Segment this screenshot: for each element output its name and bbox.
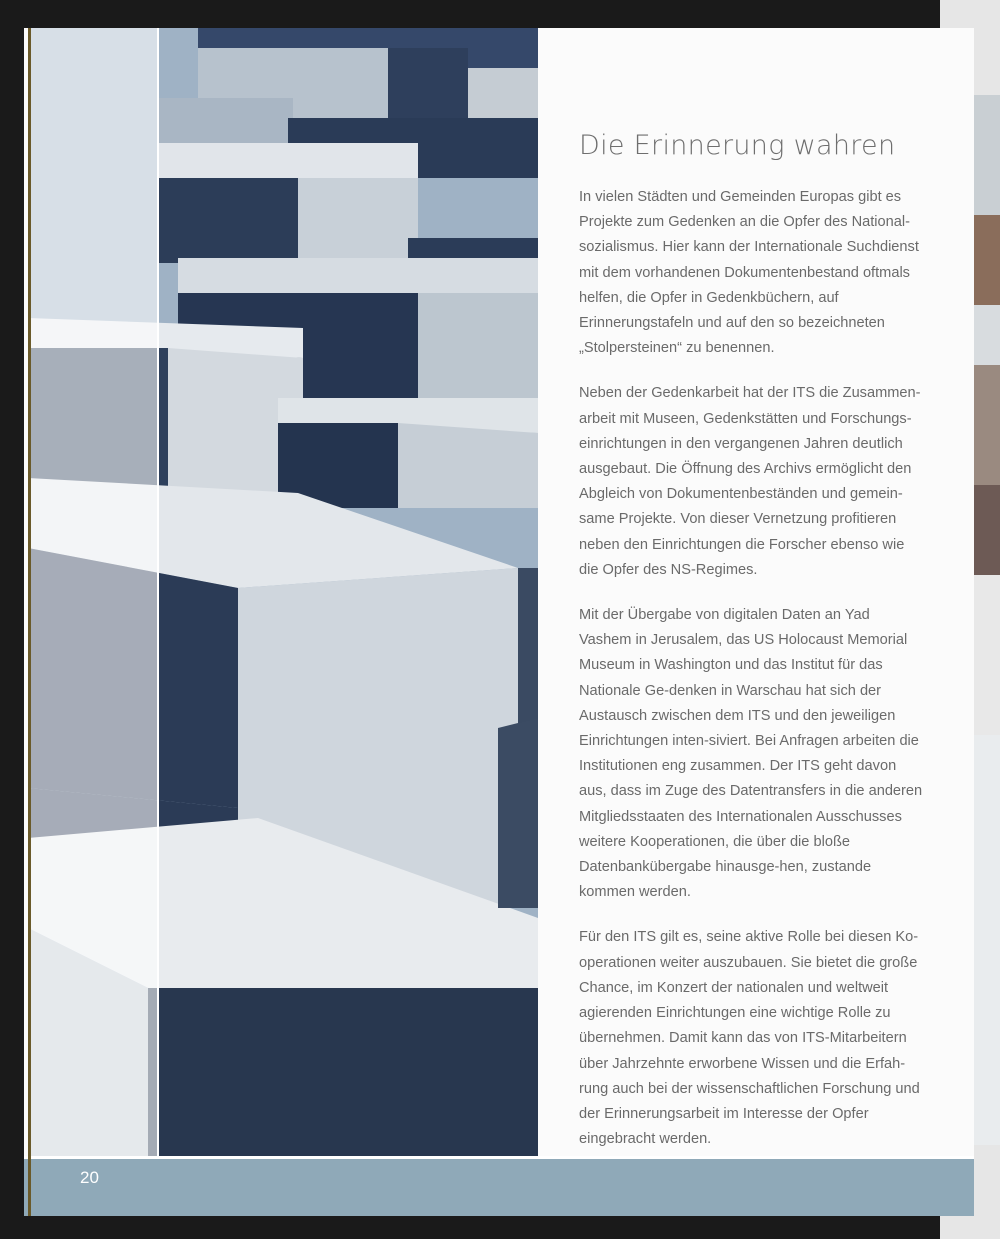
binding-edge [28, 28, 31, 1216]
page-number: 20 [80, 1168, 99, 1187]
article-title: Die Erinnerung wahren [579, 130, 896, 161]
article-paragraph: Neben der Gedenkarbeit hat der ITS die Zusammen-arbeit mit Museen, Gedenkstätten und Forschungs-einrichtungen in den vergangenen Jahren deutlich ausgebaut. Die Öffnung des Archivs ermöglicht den Abgleich von Dokumentenbeständen und gemein-same Projekte. Von dieser Vernetzung profitieren neben den Einrichtungen die Forscher ebenso wie die Opfer des NS-Regimes. [579, 385, 921, 578]
brochure-page [24, 28, 974, 1216]
article-paragraph: In vielen Städten und Gemeinden Europas gibt es Projekte zum Gedenken an die Opfer des National-sozialismus. Hier kann der Internationale Suchdienst mit dem vorhandenen Dokumentenbestand oftmals helfen, die Opfer in Gedenkbüchern, auf Erinnerungstafeln und auf den so bezeichneten „Stolpersteinen“ zu benennen. [579, 189, 919, 357]
article-paragraph: Für den ITS gilt es, seine aktive Rolle bei diesen Ko-operationen weiter auszubauen. Sie bietet die große Chance, im Konzert der nationalen und weltweit agierenden Einrichtungen eine wichtige Rolle zu übernehmen. Damit kann das von ITS-Mitarbeitern über Jahrzehnte erworbene Wissen und die Erfah-rung auch bei der wissenschaftlichen Forschung und der Erinnerungsarbeit im Interesse der Opfer eingebracht werden. [579, 929, 920, 1148]
photo-white-overlay [28, 28, 158, 1156]
article-column [579, 130, 924, 1172]
footer-bar [24, 1159, 974, 1216]
overlay-edge-line [157, 28, 159, 1216]
article-paragraph: Mit der Übergabe von digitalen Daten an Yad Vashem in Jerusalem, das US Holocaust Memorial Museum in Washington und das Institut für das Nationale Ge-denken in Warschau hat sich der Austausch zwischen dem ITS und den jeweiligen Einrichtungen inten-siviert. Bei Anfragen arbeiten die Institutionen eng zusammen. Der ITS geht davon aus, dass im Zuge des Datentransfers in die anderen Mitgliedsstaaten des Internationalen Ausschusses weitere Kooperationen, die über die bloße Datenbankübergabe hinausge-hen, zustande kommen werden. [579, 607, 923, 901]
